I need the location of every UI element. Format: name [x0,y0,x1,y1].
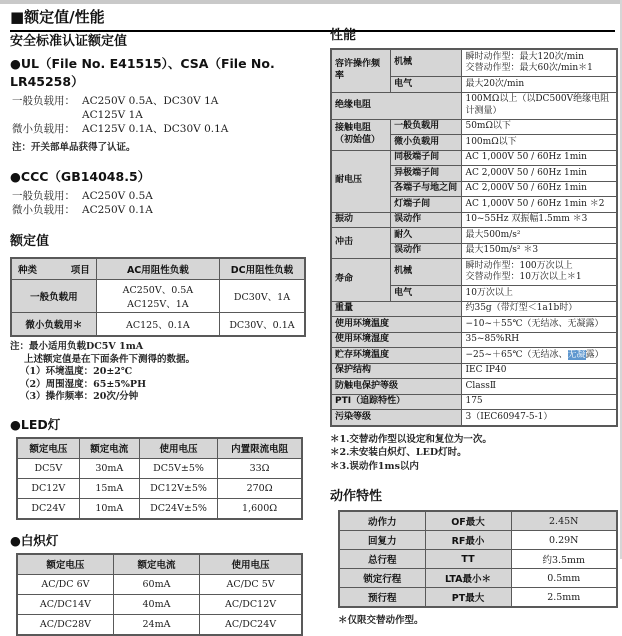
ccc-general-load-value: AC250V 0.5A [82,190,153,202]
table-row: DC24V 10mA DC24V±5% 1,600Ω [17,498,302,519]
action-characteristics-table [338,510,618,608]
perf-amb-temp-label: 使用环境温度 [331,317,462,333]
perf-pollution-label: 污染等级 [331,410,462,426]
table-row [331,332,617,348]
ul-general-load-row [10,94,308,108]
ul-csa-heading: ●UL（File No. E41515）、CSA（File No. LR45258） [10,56,275,89]
ratings-corner-item: 项目 [70,265,90,276]
right-column [330,24,618,626]
ccc-micro-load-label: 微小负载用： [12,204,75,216]
ratings-micro-dc: DC30V、0.1A [219,313,305,337]
perf-life-label: 寿命 [331,259,391,302]
perf-amb-temp-value: −10~＋55℃（无结冰、无凝露） [462,317,617,333]
table-row: AC/DC14V 40mA AC/DC12V [17,594,302,614]
ratings-note-5: （3）操作频率：20次/分钟 [20,391,139,402]
perf-weight-label: 重量 [331,301,462,317]
ccc-micro-load-row [10,203,308,217]
ul-micro-load-row [10,122,308,136]
table-row [331,228,617,244]
perf-note-3: ＊3.误动作1ms以内 [330,460,419,472]
table-row [331,49,617,77]
perf-contact-micro-value: 100mΩ以下 [462,135,617,151]
perf-amb-hum-value: 35~85%RH [462,332,617,348]
ratings-table [10,257,306,337]
perf-protection-label: 保护结构 [331,363,462,379]
safety-ratings-heading: 安全标准认证额定值 [10,34,128,49]
ccc-heading: ●CCC（GB14048.5） [10,169,151,184]
perf-op-freq-elec-label: 电气 [391,77,462,93]
perf-withstand-ground-label: 各端子与地之间 [391,181,462,197]
table-row [331,212,617,228]
table-row: DC5V 30mA DC5V±5% 33Ω [17,458,302,478]
perf-amb-hum-label: 使用环境湿度 [331,332,462,348]
ratings-col-ac: AC用阻性负载 [96,258,219,280]
table-row [331,348,617,364]
perf-pti-label: PTI（追踪特性） [331,394,462,410]
table-row [331,119,617,135]
perf-insulation-label: 绝缘电阻 [331,92,462,119]
table-row: AC/DC 6V 60mA AC/DC 5V [17,574,302,594]
table-row [331,317,617,333]
table-row [331,259,617,286]
perf-withstand-ground-value: AC 2,000V 50 / 60Hz 1min [462,181,617,197]
ccc-micro-load-value: AC250V 0.1A [82,204,153,216]
ccc-general-load-row [10,189,308,203]
ratings-note-3: （1）环境温度：20±2℃ [20,366,133,377]
table-row: 预行程 PT最大 2.5mm [339,588,617,608]
perf-life-elec-label: 电气 [391,286,462,302]
perf-withstand-same-label: 同极端子间 [391,150,462,166]
storage-temp-highlight: 无凝 [567,349,586,360]
perf-op-freq-mech-label: 机械 [391,49,462,77]
table-row [331,150,617,166]
perf-withstand-diff-label: 异极端子间 [391,166,462,182]
table-row [331,363,617,379]
perf-withstand-diff-value: AC 2,000V 50 / 60Hz 1min [462,166,617,182]
perf-withstand-lamp-value: AC 1,000V 50 / 60Hz 1min ＊2 [462,197,617,213]
left-column [10,30,308,636]
ratings-corner-type: 种类 [18,265,38,276]
perf-contact-micro-label: 微小负载用 [391,135,462,151]
ratings-note-4: （2）周围湿度：65±5%PH [20,378,147,390]
led-col-current: 额定电流 [79,438,139,459]
perf-life-elec-value: 10万次以上 [462,286,617,302]
table-row [331,92,617,119]
ul-micro-load-label: 微小负载用： [12,123,75,135]
table-row [11,313,305,337]
perf-storage-temp-label: 贮存环境温度 [331,348,462,364]
ratings-general-label: 一般负载用 [11,280,96,313]
table-row [11,280,305,313]
incandescent-heading: ●白炽灯 [10,532,59,548]
ul-note: 注：开关部单品获得了认证。 [12,142,136,153]
ul-general-load-value2: AC125V 1A [82,109,143,121]
perf-op-freq-elec-value: 最大20次/min [462,77,617,93]
performance-notes [330,433,618,474]
page-title: ■额定值/性能 [10,6,615,32]
action-characteristics-heading: 动作特性 [330,489,383,504]
lamp-col-use-voltage: 使用电压 [200,554,302,575]
table-row: 动作力 OF最大 2.45N [339,511,617,531]
perf-shock-endure-label: 耐久 [391,228,462,244]
table-row: 锁定行程 LTA最小＊ 0.5mm [339,569,617,588]
ratings-general-dc: DC30V、1A [219,280,305,313]
page-top-border [0,0,622,4]
ratings-micro-ac: AC125、0.1A [96,313,219,337]
ratings-note-2: 上述额定值是在下面条件下测得的数据。 [24,353,196,365]
led-col-use-voltage: 使用电压 [139,438,217,459]
incandescent-table [16,553,303,636]
lamp-col-current: 额定电流 [113,554,199,575]
perf-life-mech-value: 瞬时动作型：100万次以上 交替动作型：10万次以上＊1 [462,259,617,286]
perf-contact-general-label: 一般负载用 [391,119,462,135]
perf-life-mech-label: 机械 [391,259,462,286]
ratings-note-1: 注：最小适用负载DC5V 1mA [10,341,144,352]
performance-table [330,48,618,427]
ul-general-load-row2 [10,108,308,122]
table-row [331,301,617,317]
perf-note-2: ＊2.未安装白炽灯、LED灯时。 [330,447,467,458]
ul-micro-load-value: AC125V 0.1A、DC30V 0.1A [82,123,229,135]
lamp-col-voltage: 额定电压 [17,554,113,575]
perf-contact-label: 接触电阻（初始值） [331,119,391,150]
perf-shock-mal-label: 误动作 [391,243,462,259]
table-row [331,410,617,426]
perf-shock-mal-value: 最大150m/s² ＊3 [462,243,617,259]
ul-general-load-label: 一般负载用： [12,95,75,107]
perf-op-freq-label: 容许操作频率 [331,49,391,92]
ccc-general-load-label: 一般负载用： [12,190,75,202]
perf-withstand-same-value: AC 1,000V 50 / 60Hz 1min [462,150,617,166]
perf-weight-value: 约35g（带灯型＜1a1b时） [462,301,617,317]
ratings-heading: 额定值 [10,234,50,249]
ratings-general-ac: AC250V、0.5A AC125V、1A [96,280,219,313]
led-heading: ●LED灯 [10,416,61,432]
perf-shock-endure-value: 最大500m/s² [462,228,617,244]
perf-withstand-label: 耐电压 [331,150,391,212]
ratings-notes [10,341,308,404]
table-row [331,379,617,395]
action-note: ＊仅限交替动作型。 [338,615,424,626]
table-row: 回复力 RF最小 0.29N [339,531,617,550]
perf-storage-temp-value: −25~＋65℃（无结冰、无凝露） [462,348,617,364]
led-col-resistor: 内置限流电阻 [218,438,302,459]
perf-contact-general-value: 50mΩ以下 [462,119,617,135]
perf-vibration-sub: 误动作 [391,212,462,228]
perf-shock-class-label: 防触电保护等级 [331,379,462,395]
perf-shock-label: 冲击 [331,228,391,259]
table-row: AC/DC28V 24mA AC/DC24V [17,614,302,635]
table-row: 总行程 TT 约3.5mm [339,550,617,569]
ratings-micro-label: 微小负载用＊ [11,313,96,337]
table-row [331,394,617,410]
ratings-col-dc: DC用阻性负载 [219,258,305,280]
perf-withstand-lamp-label: 灯端子间 [391,197,462,213]
perf-vibration-value: 10~55Hz 双振幅1.5mm ＊3 [462,212,617,228]
ratings-corner-header [11,258,96,280]
performance-heading: 性能 [330,28,357,43]
perf-shock-class-value: ClassⅡ [462,379,617,395]
perf-note-1: ＊1.交替动作型以设定和复位为一次。 [330,433,492,445]
perf-insulation-value: 100MΩ以上（以DC500V绝缘电阻计测量） [462,92,617,119]
table-row: DC12V 15mA DC12V±5% 270Ω [17,478,302,498]
perf-protection-value: IEC IP40 [462,363,617,379]
led-col-voltage: 额定电压 [17,438,79,459]
perf-pti-value: 175 [462,394,617,410]
perf-op-freq-mech-value: 瞬时动作型：最大120次/min 交替动作型：最大60次/min＊1 [462,49,617,77]
perf-vibration-label: 振动 [331,212,391,228]
led-table [16,437,303,520]
perf-pollution-value: 3（IEC60947-5-1） [462,410,617,426]
ul-general-load-value: AC250V 0.5A、DC30V 1A [82,95,219,107]
